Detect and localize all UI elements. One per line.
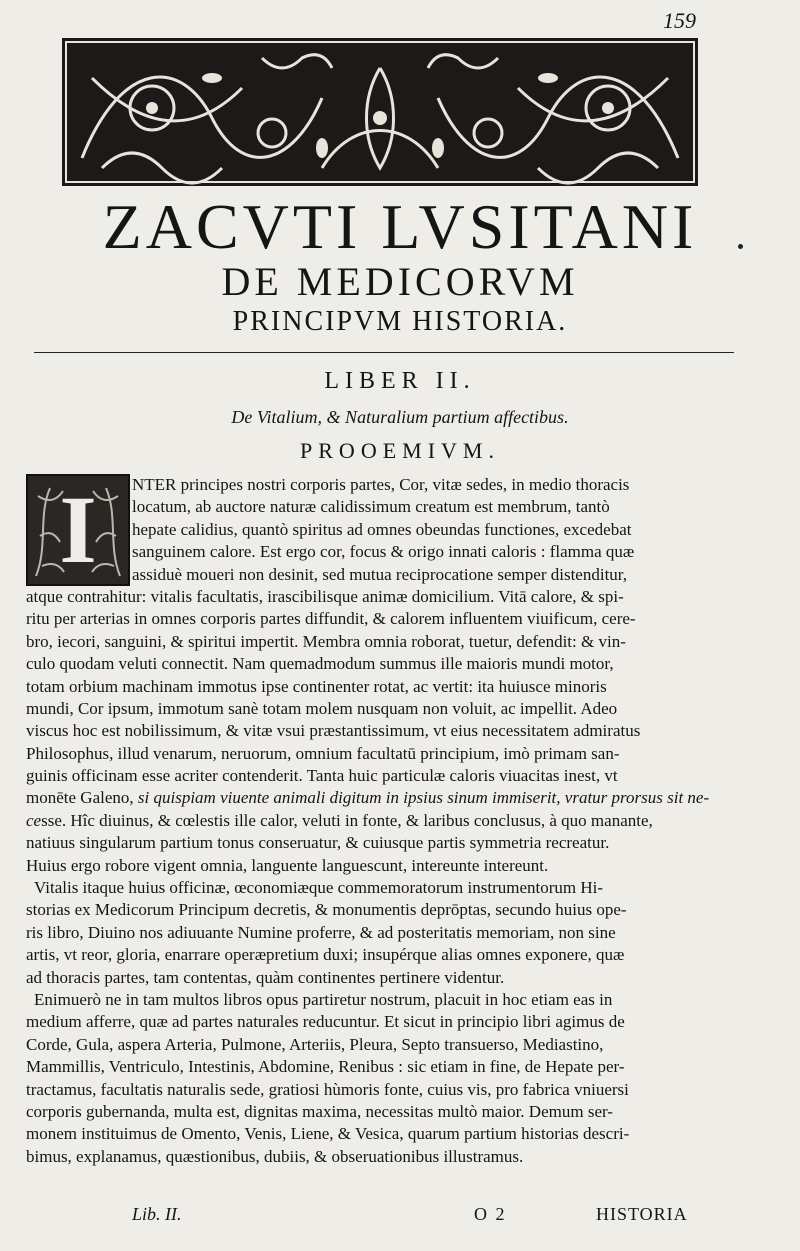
text-line: assiduè moueri non desinit, sed mutua reciprocatione semper distenditur, [132,564,628,584]
text-line: viscus hoc est nobilissimum, & vitæ vsui præstantissimum, vt eius necessitatem admiratus [26,721,641,741]
text-segment: monēte Galeno, [26,788,138,808]
text-line: Corde, Gula, aspera Arteria, Pulmone, Arteriis, Pleura, Septo transuerso, Mediastino, [26,1034,604,1054]
text-line: ad thoracis partes, tam contentas, quàm continentes pertinere videntur. [26,967,505,987]
text-line-with-quote [26,787,710,809]
footer-book-ref: Lib. II. [132,1204,182,1224]
ornamental-headpiece-image [62,38,698,186]
text-line: bimus, explanamus, quæstionibus, dubiis, & obseruationibus illustramus. [26,1146,524,1166]
text-line: ritu per arterias in omnes corporis partes diffundit, & calorem influentem viuificum, cere- [26,609,636,629]
text-line: Huius ergo robore vigent omnia, languente languescunt, intereunte intereunt. [26,855,549,875]
text-line: medium afferre, quæ ad partes naturales reducuntur. Et sicut in principio libri agimus de [26,1012,625,1032]
book-subtitle: De Vitalium, & Naturalium partium affectibus. [231,407,569,427]
text-line: totam orbium machinam immotus ipse continenter rotat, ac vertit: ita huiusce minoris [26,676,607,696]
text-line: mundi, Cor ipsum, immotum sanè totam molem nusquam non voluit, ac impellit. Adeo [26,698,618,718]
text-segment: sse. Hîc diuinus, & cœlestis ille calor, veluti in fonte, & laribus conclusus, à quo manante, [41,810,653,830]
catchword: HISTORIA [596,1204,688,1224]
text-line [26,810,702,832]
text-line: atque contrahitur: vitalis facultatis, irascibilisque animæ domicilium. Vitā calore, & spi- [26,586,624,606]
text-line: Vitalis itaque huius officinæ, œconomiæque commemoratorum instrumentorum Hi- [34,878,604,898]
text-line: storias ex Medicorum Principum decretis, & monumentis deprōptas, secundo huius ope- [26,900,627,920]
page-number: 159 [663,8,696,33]
text-line: hepate calidius, quantò spiritus ad omnes obeundas functiones, excedebat [132,519,632,539]
book-heading: LIBER II. [324,368,476,394]
text-line: bro, iecori, sanguini, & spiritui impertit. Membra omnia roborat, tuetur, defendit: & vin- [26,631,626,651]
decorated-initial [26,474,130,586]
ink-fleck [738,244,743,249]
text-line: natiuus singularum partium tonus conseruatur, & cuiusque partis symmetria recreatur. [26,833,610,853]
main-title: ZACVTI LVSITANI [102,191,698,262]
initial-letter: I [59,476,97,583]
text-line: locatum, ab auctore naturæ calidissimum creatum est membrum, tantò [132,497,610,517]
text-line: Mammillis, Ventriculo, Intestinis, Abdomine, Renibus : sic etiam in fine, de Hepate per- [26,1057,625,1077]
section-heading: PROOEMIVM. [300,438,500,463]
title-line-2: DE MEDICORVM [221,259,579,304]
signature-mark: O 2 [474,1204,507,1224]
text-line: sanguinem calore. Est ergo cor, focus & origo innati caloris : flamma quæ [132,542,635,562]
title-rule [34,352,734,353]
title-line-3: PRINCIPVM HISTORIA. [232,306,568,337]
text-line: tractamus, facultatis naturalis sede, gratiosi hùmoris fonte, cuius vis, pro fabrica vniuersi [26,1079,629,1099]
text-line: NTER principes nostri corporis partes, Cor, vitæ sedes, in medio thoracis [132,475,630,494]
text-line: guinis officinam esse acriter contenderit. Tanta huic particulæ caloris viuacitas inest, vt [26,766,618,786]
galen-quote-end: ce [26,810,42,830]
text-line: artis, vt reor, gloria, enarrare operæpretium duxi; insupérque alias omnes exponere, quæ [26,945,625,965]
text-line: monem instituimus de Omento, Venis, Liene, & Vesica, quarum partium historias descri- [26,1124,630,1144]
text-line: Enimuerò ne in tam multos libros opus partiretur nostrum, placuit in hoc etiam eas in [34,989,613,1009]
text-line: ris libro, Diuino nos adiuuante Numine proferre, & ad posteritatis memoriam, non sine [26,922,616,942]
text-line: corporis gubernanda, multa est, dignitas maxima, necessitas multò maior. Demum ser- [26,1101,613,1121]
text-line: Philosophus, illud venarum, neruorum, omnium facultatū principium, imò primam san- [26,743,620,763]
galen-quote: si quispiam viuente animali digitum in ipsius sinum immiserit, vratur prorsus sit ne- [137,788,710,808]
page-footer [0,1204,800,1234]
text-line: culo quodam veluti connectit. Nam quemadmodum summus ille maioris mundi motor, [26,654,614,674]
